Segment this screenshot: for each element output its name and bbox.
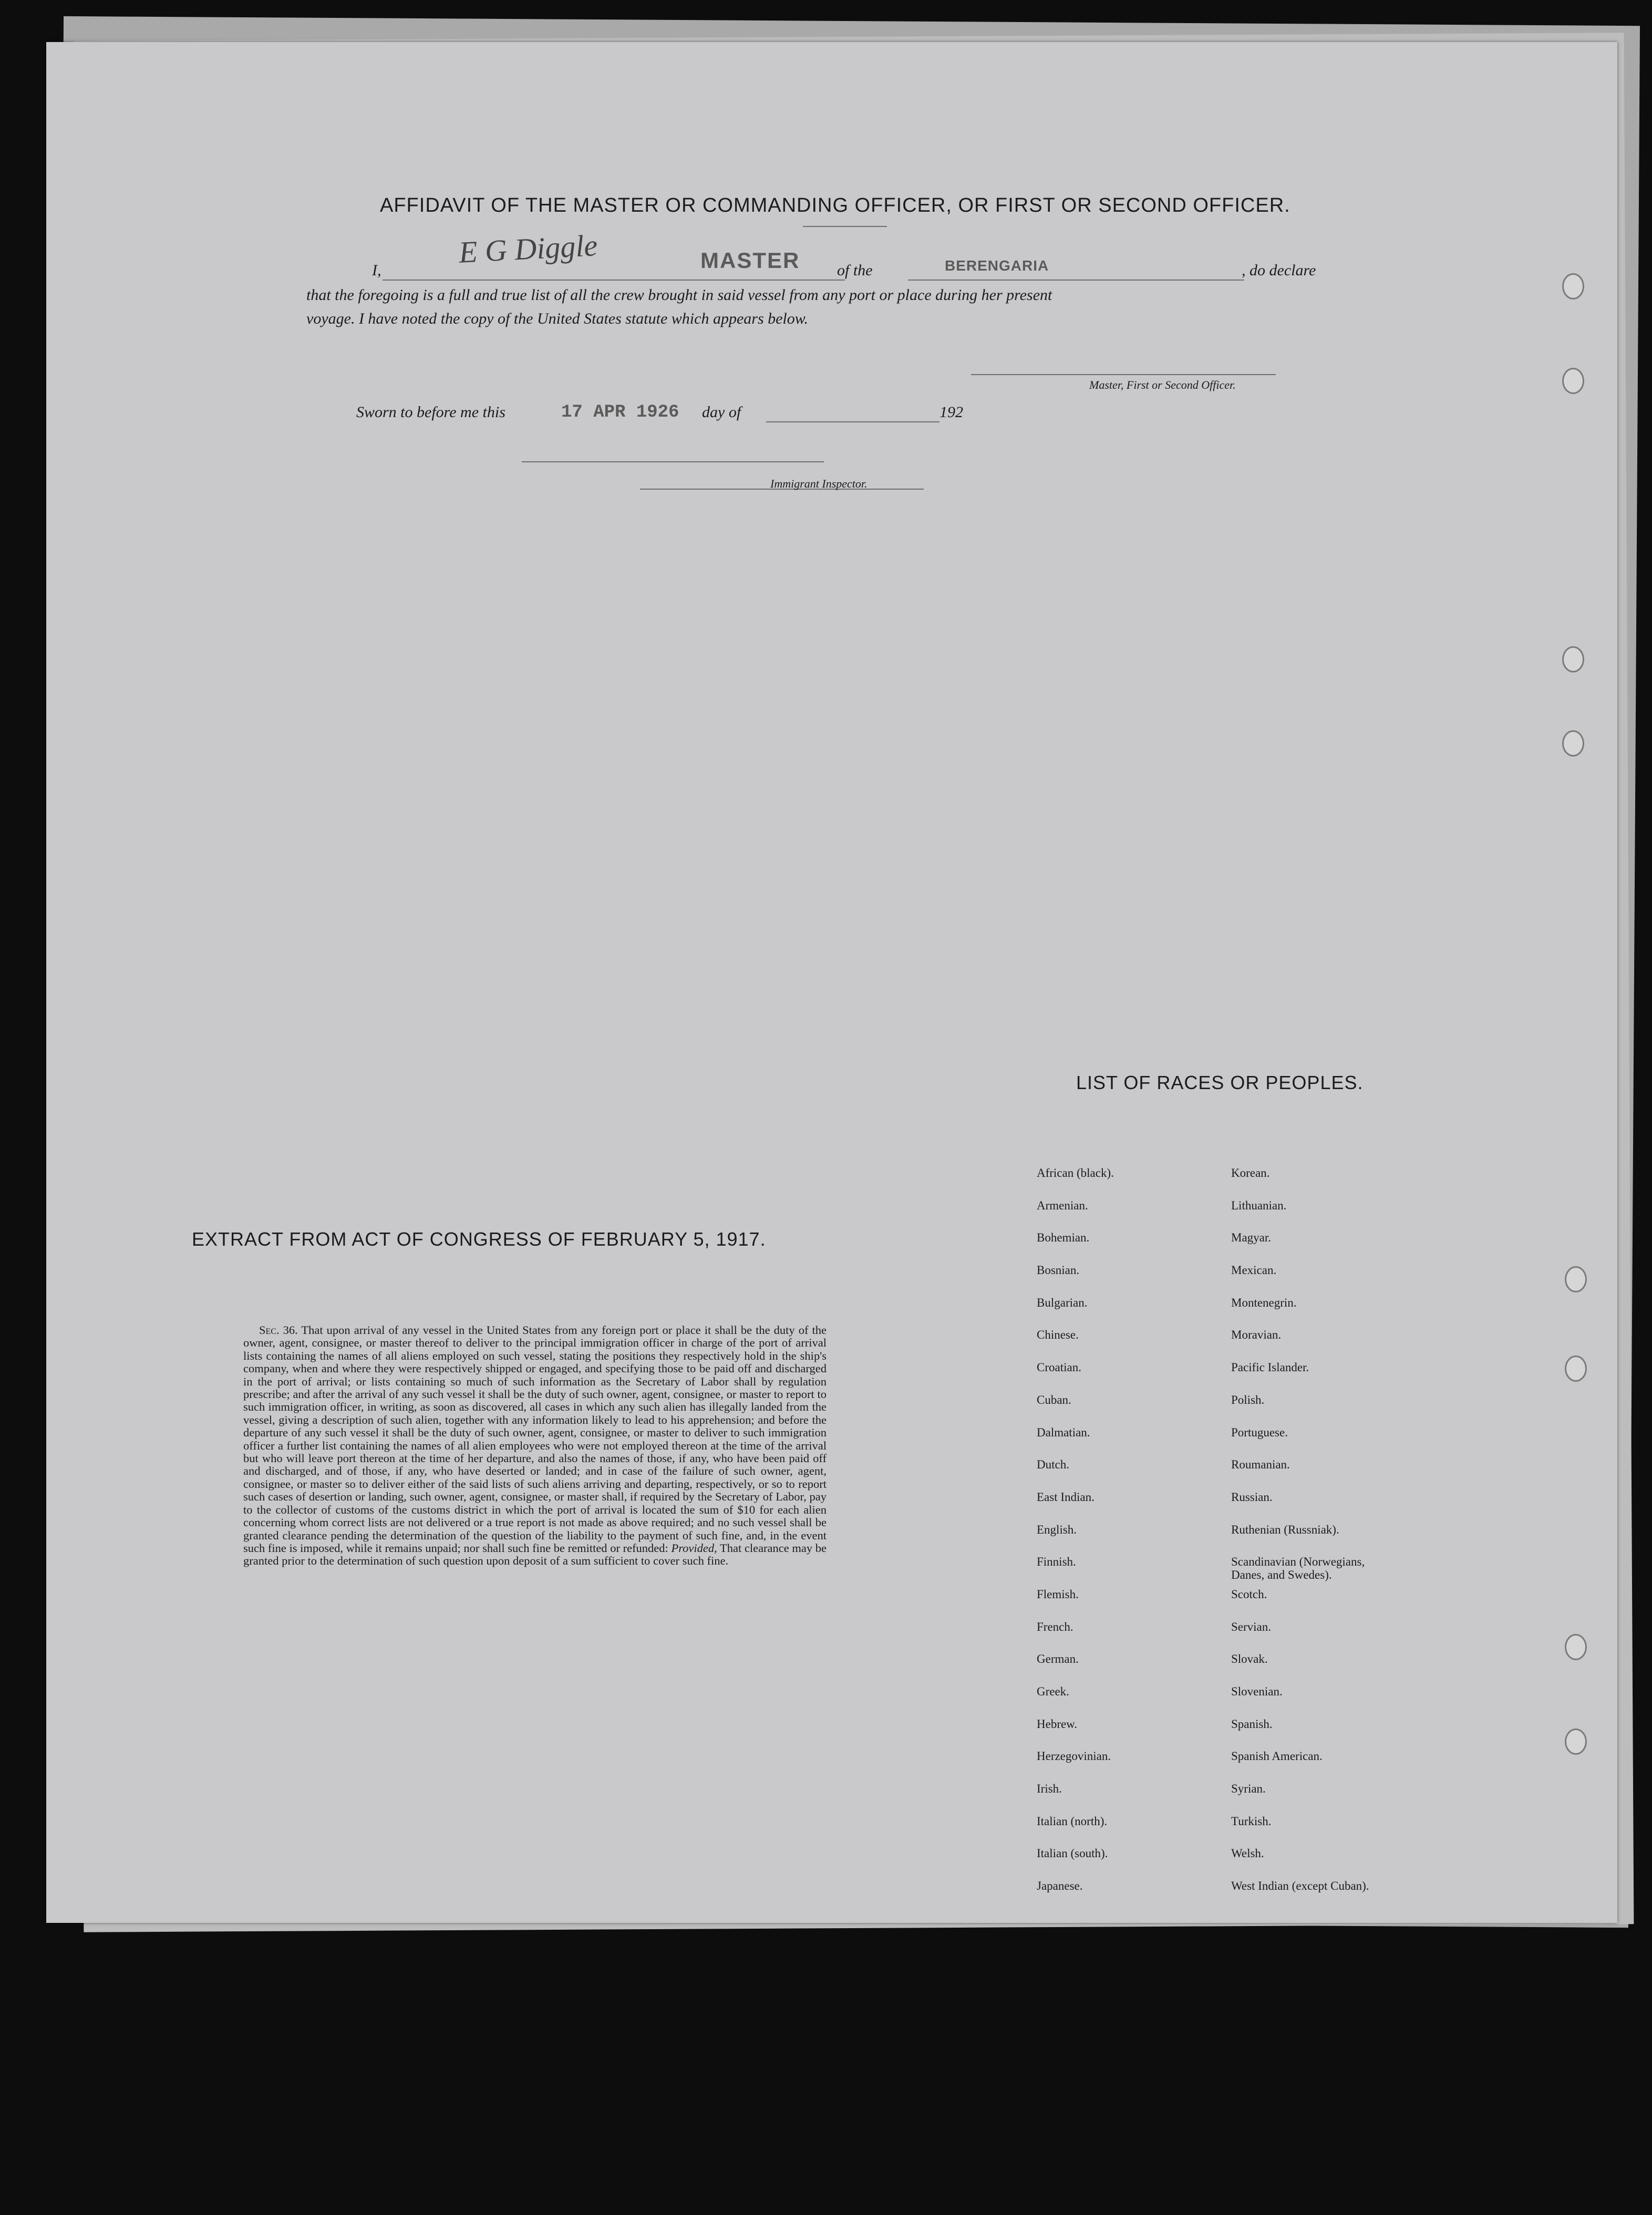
punch-hole xyxy=(1565,1728,1587,1755)
race-item: English. xyxy=(1037,1523,1077,1536)
race-item: German. xyxy=(1037,1652,1079,1666)
race-item: Italian (south). xyxy=(1037,1847,1108,1860)
of-the-label: of the xyxy=(837,262,873,279)
race-item: Scandinavian (Norwegians, Danes, and Swedes). xyxy=(1231,1555,1365,1582)
race-item: Polish. xyxy=(1231,1393,1265,1406)
inspector-label: Immigrant Inspector. xyxy=(770,477,868,490)
race-item: Magyar. xyxy=(1231,1231,1272,1245)
affidavit-title: AFFIDAVIT OF THE MASTER OR COMMANDING OFFICER, OR FIRST OR SECOND OFFICER. xyxy=(380,194,1290,216)
races-title: LIST OF RACES OR PEOPLES. xyxy=(1076,1072,1364,1093)
punch-hole xyxy=(1562,730,1584,757)
race-item: Hebrew. xyxy=(1037,1717,1078,1731)
race-item: Flemish. xyxy=(1037,1587,1079,1601)
race-item: French. xyxy=(1037,1620,1073,1633)
race-item: Bohemian. xyxy=(1037,1231,1090,1245)
punch-hole xyxy=(1562,273,1584,299)
race-item: Italian (north). xyxy=(1037,1814,1108,1828)
races-column-2 xyxy=(1231,1166,1369,1912)
name-line xyxy=(383,280,845,281)
race-item: Spanish American. xyxy=(1231,1750,1323,1763)
officer-label: Master, First or Second Officer. xyxy=(1089,378,1236,391)
vessel-stamp: BERENGARIA xyxy=(945,257,1049,274)
race-item: Roumanian. xyxy=(1231,1458,1290,1472)
section-number: Sec. 36. xyxy=(259,1323,298,1337)
day-of-label: day of xyxy=(702,403,741,421)
race-item: Slovenian. xyxy=(1231,1685,1283,1698)
race-item: Dutch. xyxy=(1037,1458,1069,1472)
race-item: Turkish. xyxy=(1231,1814,1272,1828)
race-item: Portuguese. xyxy=(1231,1425,1288,1439)
extract-text-end: That clearance may be granted prior to the determination of such question upon deposit of a sum sufficient to cover such fine. xyxy=(243,1541,827,1568)
race-item: East Indian. xyxy=(1037,1490,1095,1504)
race-item: Cuban. xyxy=(1037,1393,1071,1406)
extract-title: EXTRACT FROM ACT OF CONGRESS OF FEBRUARY 5, 1917. xyxy=(192,1228,766,1250)
rank-stamp: MASTER xyxy=(700,248,800,273)
provided-term: Provided, xyxy=(671,1541,717,1555)
race-item: Japanese. xyxy=(1037,1879,1083,1893)
race-item: Mexican. xyxy=(1231,1264,1277,1277)
race-item: Croatian. xyxy=(1037,1361,1081,1374)
race-item: Montenegrin. xyxy=(1231,1296,1297,1309)
declaration-line-2: that the foregoing is a full and true list of all the crew brought in said vessel from any port or place during her present xyxy=(306,286,1052,304)
declaration-line-3: voyage. I have noted the copy of the United States statute which appears below. xyxy=(306,310,809,327)
vessel-line xyxy=(908,280,1244,281)
race-item: Korean. xyxy=(1231,1166,1270,1179)
extract-paragraph xyxy=(243,1324,827,1568)
race-item: West Indian (except Cuban). xyxy=(1231,1879,1369,1893)
officer-signature-line xyxy=(971,374,1276,375)
race-item: African (black). xyxy=(1037,1166,1114,1179)
extract-text: That upon arrival of any vessel in the United States from any foreign port or place it shall be the duty of the owner, agent, consignee, or master thereof to deliver to the principal immigration officer in charge of the port of arrival lists containing the names of all aliens employed on such vessel, stating the positions they respectively hold in the ship's company, when and where they were respectively shipped or engaged, and specifying those to be paid off and discharged in the port of arrival; or lists containing so much of such information as the Secretary of Labor shall by regulation prescribe; and after the arrival of any such vessel it shall be the duty of such owner, agent, consignee, or master to report to such immigration officer, in writing, as soon as discovered, all cases in which any such alien has illegally landed from the vessel, giving a description of such alien, together with any information likely to lead to his apprehension; and before the departure of any such vessel it shall be the duty of such owner, agent, consignee, or master to deliver to such immigration officer a further list containing the names of all alien employees who were not employed thereon at the time of the arrival but who will leave port thereon at the time of her departure, and also the names of those, if any, who have been paid off and discharged, and of those, if any, who have deserted or landed; and in case of the failure of such owner, agent, consignee, or master so to deliver either of the said lists of such aliens arriving and departing, respectively, or so to report such cases of desertion or landing, such owner, agent, consignee, or master shall, if required by the Secretary of Labor, pay to the collector of customs of the customs district in which the port of arrival is located the sum of $10 for each alien concerning whom correct lists are not delivered or a true report is not made as above required; and no such vessel shall be granted clearance pending the determination of the question of the liability to the payment of such fine, and, in the event such fine is imposed, while it remains unpaid; nor shall such fine be remitted or refunded: xyxy=(243,1323,827,1555)
race-item: Welsh. xyxy=(1231,1847,1264,1860)
race-item: Lithuanian. xyxy=(1231,1198,1287,1212)
race-item: Russian. xyxy=(1231,1490,1273,1504)
race-item: Spanish. xyxy=(1231,1717,1273,1731)
race-item: Moravian. xyxy=(1231,1328,1282,1342)
declaration-prefix: I, xyxy=(372,262,381,279)
title-underline xyxy=(803,226,887,227)
punch-hole xyxy=(1565,1634,1587,1660)
race-item: Dalmatian. xyxy=(1037,1425,1090,1439)
year-label: 192 xyxy=(939,403,963,421)
race-item: Finnish. xyxy=(1037,1555,1076,1569)
race-item: Scotch. xyxy=(1231,1587,1267,1601)
race-item: Servian. xyxy=(1231,1620,1272,1633)
race-item: Herzegovinian. xyxy=(1037,1750,1111,1763)
races-column-1 xyxy=(1037,1166,1114,1912)
race-item: Bulgarian. xyxy=(1037,1296,1088,1309)
punch-hole xyxy=(1565,1355,1587,1382)
punch-hole xyxy=(1565,1266,1587,1292)
punch-hole xyxy=(1562,368,1584,394)
do-declare-label: , do declare xyxy=(1242,262,1316,279)
sworn-prefix: Sworn to before me this xyxy=(356,403,505,421)
punch-hole xyxy=(1562,646,1584,672)
inspector-line-1 xyxy=(522,461,824,462)
race-item: Irish. xyxy=(1037,1782,1062,1796)
race-item: Ruthenian (Russniak). xyxy=(1231,1523,1339,1536)
master-signature: E G Diggle xyxy=(458,228,598,270)
race-item: Syrian. xyxy=(1231,1782,1266,1796)
date-stamp: 17 APR 1926 xyxy=(561,402,679,422)
race-item: Bosnian. xyxy=(1037,1264,1080,1277)
race-item: Chinese. xyxy=(1037,1328,1079,1342)
month-line xyxy=(766,421,939,422)
race-item: Greek. xyxy=(1037,1685,1069,1698)
document-page xyxy=(46,42,1617,1923)
race-item: Slovak. xyxy=(1231,1652,1268,1666)
race-item: Armenian. xyxy=(1037,1198,1088,1212)
race-item: Pacific Islander. xyxy=(1231,1361,1309,1374)
